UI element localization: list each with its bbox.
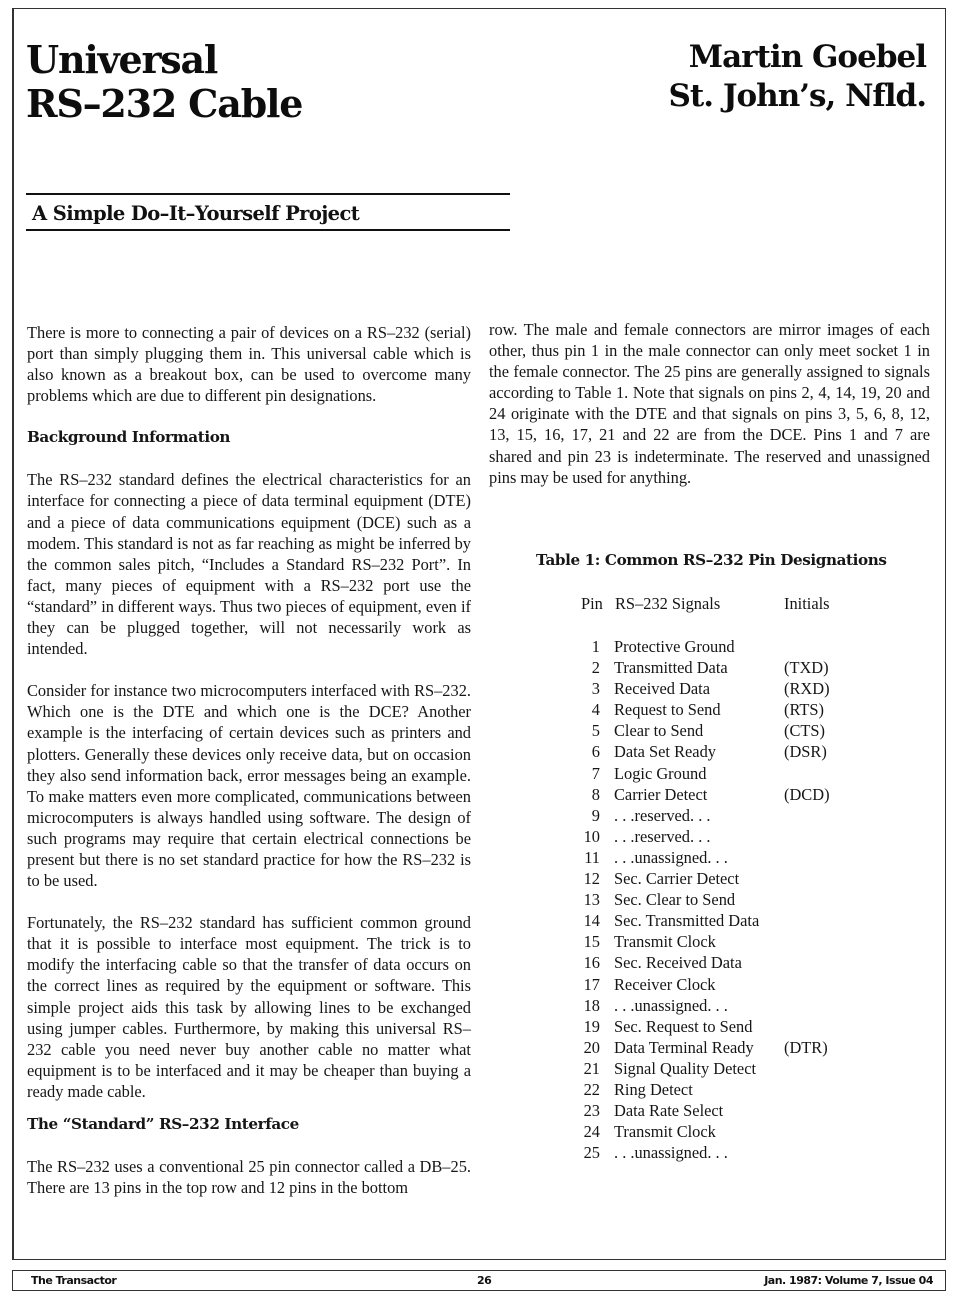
table-row: [536, 931, 896, 952]
pin-number: 14: [583, 911, 600, 931]
pin-number: 16: [583, 953, 600, 973]
table-row: [536, 952, 896, 973]
pin-number: 7: [591, 763, 600, 783]
pin-number: 21: [583, 1058, 600, 1078]
signal-name: Protective Ground: [614, 637, 735, 656]
table-row: [536, 889, 896, 910]
signal-initials: (DSR): [784, 742, 827, 762]
page-number: 26: [477, 1274, 492, 1287]
signal-name: . . .reserved. . .: [614, 826, 711, 846]
signal-name: Data Set Ready: [614, 742, 716, 762]
author-block: [669, 38, 926, 116]
pin-number: 13: [583, 890, 600, 910]
signal-name: Transmit Clock: [614, 1122, 716, 1142]
table-row: [536, 720, 896, 741]
body-paragraph-continued: row. The male and female connectors are mirror images of each other, thus pin 1 in the male connector can only meet socket 1 in the female connector. The 25 pins are generally assigned to signals according to Table 1. Note that signals on pins 2, 4, 14, 19, 20 and 24 originate with the DTE and that signals on pins 3, 5, 6, 8, 12, 13, 15, 16, 17, 21 and 22 are from the DCE. Pins 1 and 7 are shared and pin 23 is indeterminate. The reserved and unassigned pins may be used for anything.: [489, 320, 930, 487]
signal-name: Sec. Transmitted Data: [614, 911, 760, 931]
article-subtitle: A Simple Do–It–Yourself Project: [32, 202, 360, 225]
signal-name: Sec. Request to Send: [614, 1016, 753, 1036]
pin-number: 24: [583, 1122, 600, 1142]
signal-name: . . .unassigned. . .: [614, 1143, 728, 1163]
signal-name: Sec. Clear to Send: [614, 890, 736, 910]
signal-name: . . .unassigned. . .: [614, 995, 728, 1015]
table-row: [536, 847, 896, 868]
signal-name: Clear to Send: [614, 721, 704, 741]
signal-name: Received Data: [614, 679, 711, 699]
pin-number: 22: [583, 1079, 600, 1099]
table-row: [536, 763, 896, 784]
table-row: [536, 1121, 896, 1142]
column-header-signals: RS–232 Signals: [615, 594, 721, 613]
signal-initials: (CTS): [784, 721, 825, 741]
signal-name: Transmit Clock: [614, 932, 716, 952]
pin-number: 4: [591, 700, 600, 720]
column-header-pin: Pin: [581, 594, 603, 613]
signal-name: Logic Ground: [614, 763, 707, 783]
section-heading-background: Background Information: [27, 428, 231, 447]
table-row: [536, 636, 896, 657]
body-paragraph: Consider for instance two microcomputers interfaced with RS–232. Which one is the DTE and which one is the DCE? Another example is the interfacing of certain devices such as printers and plotters. Generally these devices only receive data, but on occasion they also send information back, error messages being an example. To make matters even more complicated, communications between microcomputers is always handled using software. The design of such programs may require that certain electrical connections be present but there is no set standard practice for how the RS–232 is to be used.: [27, 681, 471, 891]
table-row: [536, 678, 896, 699]
table-row: [536, 1142, 896, 1163]
issue-info: Jan. 1987: Volume 7, Issue 04: [764, 1274, 933, 1287]
title-line-2: RS–232 Cable: [26, 81, 303, 126]
signal-name: Data Terminal Ready: [614, 1037, 754, 1057]
pin-number: 17: [583, 974, 600, 994]
pin-number: 9: [591, 805, 600, 825]
pin-designations-table: [536, 551, 896, 1163]
signal-initials: (DCD): [784, 784, 830, 804]
table-header-row: [536, 594, 896, 616]
pin-number: 8: [591, 784, 600, 804]
pin-number: 5: [591, 721, 600, 741]
signal-initials: (RTS): [784, 700, 824, 720]
pin-number: 1: [591, 637, 600, 656]
body-paragraph: The RS–232 standard defines the electrical characteristics for an interface for connecting a piece of data terminal equipment (DTE) and a piece of data communications equipment (DCE) such as a modem. This standard is not as far reaching as might be inferred by the common sales pitch, “Includes a Standard RS–232 Port”. In fact, many pieces of equipment with a RS–232 port use the “standard” in different ways. Thus two pieces of equipment, even if they can be plugged together, will not necessarily work as intended.: [27, 470, 471, 659]
pin-number: 18: [583, 995, 600, 1015]
table-row: [536, 868, 896, 889]
signal-initials: (RXD): [784, 679, 830, 699]
table-row: [536, 805, 896, 826]
table-row: [536, 910, 896, 931]
table-row: [536, 1037, 896, 1058]
table-row: [536, 657, 896, 678]
signal-initials: (DTR): [784, 1037, 828, 1057]
pin-number: 19: [583, 1016, 600, 1036]
table-row: [536, 699, 896, 720]
table-row: [536, 995, 896, 1016]
signal-name: Sec. Carrier Detect: [614, 869, 740, 889]
table-row: [536, 826, 896, 847]
signal-initials: (TXD): [784, 658, 829, 678]
table-body: [536, 636, 896, 1163]
article-title: [26, 38, 302, 126]
table-title: Table 1: Common RS–232 Pin Designations: [536, 551, 887, 569]
pin-number: 25: [583, 1143, 600, 1163]
signal-name: Transmitted Data: [614, 658, 728, 678]
pin-number: 15: [583, 932, 600, 952]
pin-number: 11: [584, 847, 600, 867]
subtitle-box: [26, 193, 510, 231]
intro-paragraph: There is more to connecting a pair of devices on a RS–232 (serial) port than simply plugging them in. This universal cable which is also known as a breakout box, can be used to overcome many problems which are due to different pin designations.: [27, 323, 471, 406]
pin-number: 3: [591, 679, 600, 699]
signal-name: . . .unassigned. . .: [614, 847, 728, 867]
signal-name: . . .reserved. . .: [614, 805, 711, 825]
signal-name: Carrier Detect: [614, 784, 708, 804]
body-paragraph: The RS–232 uses a conventional 25 pin connector called a DB–25. There are 13 pins in the top row and 12 pins in the bottom: [27, 1157, 471, 1198]
signal-name: Receiver Clock: [614, 974, 716, 994]
signal-name: Signal Quality Detect: [614, 1058, 757, 1078]
signal-name: Sec. Received Data: [614, 953, 742, 973]
table-row: [536, 1016, 896, 1037]
body-paragraph: Fortunately, the RS–232 standard has sufficient common ground that it is possible to interface most equipment. The trick is to modify the interfacing cable so that the transfer of data occurs on the correct lines as required by the equipment or software. This simple project aids this task by allowing lines to be exchanged using jumper cables. Furthermore, by making this universal RS–232 cable you need never buy another cable no matter what equipment is to be interfaced and it may be cheaper than buying a ready made cable.: [27, 913, 471, 1101]
section-heading-standard-interface: The “Standard” RS–232 Interface: [27, 1115, 299, 1133]
right-column: [489, 319, 930, 488]
pin-number: 20: [583, 1037, 600, 1057]
table-row: [536, 1100, 896, 1121]
pin-number: 2: [591, 658, 600, 678]
table-row: [536, 1058, 896, 1079]
signal-name: Ring Detect: [614, 1079, 693, 1099]
table-row: [536, 741, 896, 762]
pin-number: 6: [591, 742, 600, 762]
page-footer: [12, 1270, 946, 1291]
author-name: Martin Goebel: [688, 39, 926, 75]
column-header-initials: Initials: [784, 594, 830, 613]
table-row: [536, 1079, 896, 1100]
table-row: [536, 784, 896, 805]
signal-name: Request to Send: [614, 700, 721, 720]
table-row: [536, 974, 896, 995]
pin-number: 12: [583, 869, 600, 889]
publication-name: The Transactor: [31, 1274, 117, 1287]
signal-name: Data Rate Select: [614, 1101, 724, 1121]
pin-number: 10: [583, 826, 600, 846]
left-column: [27, 322, 471, 1198]
pin-number: 23: [583, 1101, 600, 1121]
title-line-1: Universal: [26, 37, 218, 82]
author-location: St. John’s, Nfld.: [668, 78, 926, 114]
